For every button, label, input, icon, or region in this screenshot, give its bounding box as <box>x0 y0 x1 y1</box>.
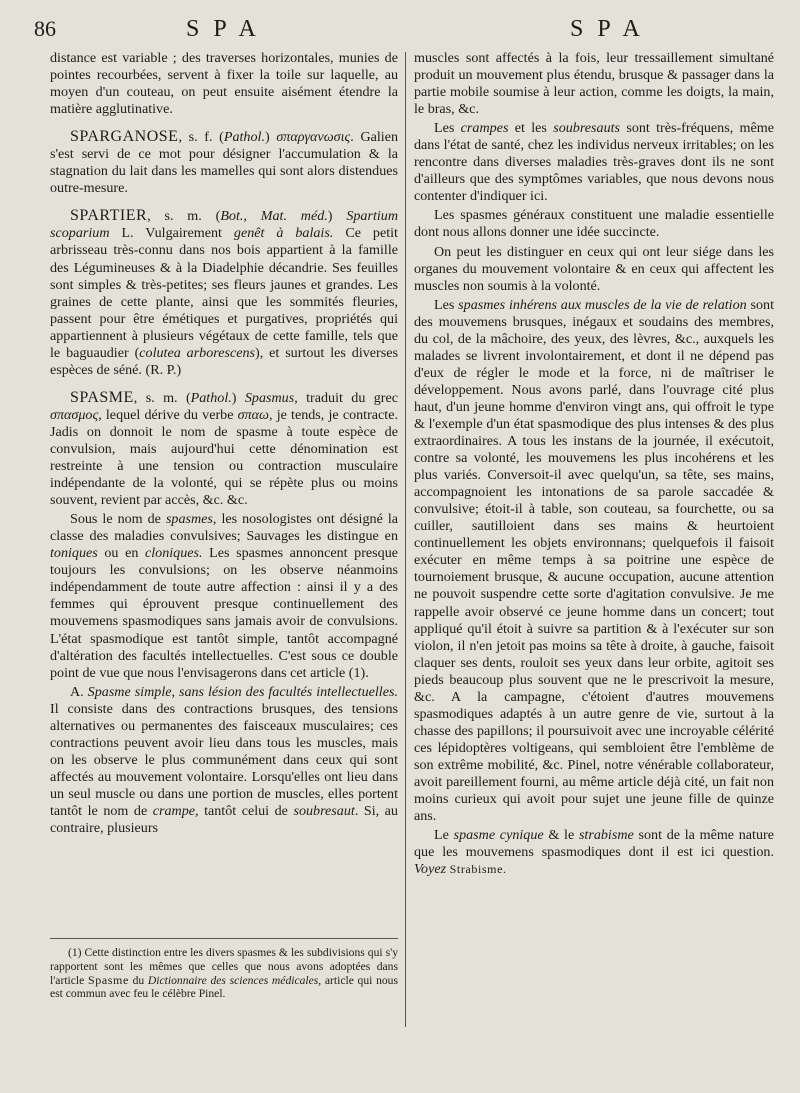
paragraph-crampes: Les crampes et les soubresauts sont très-fréquens, même dans l'état de santé, chez les individus nerveux irritables; on les rencontre dans diverses maladies très-graves dont ils ne sont d'ailleurs que des symptômes variables, que nous devons nous contenter d'indiquer ici. <box>414 120 774 205</box>
headword-sparganose: SPARGANOSE <box>70 128 179 146</box>
greek-term: σπαργανωσις <box>276 129 351 146</box>
latin-term: Spartium scoparium <box>50 208 398 242</box>
footnote-rule <box>50 938 398 939</box>
headword-spartier: SPARTIER <box>70 207 148 225</box>
right-column <box>414 50 774 878</box>
cross-reference: Strabisme. <box>449 862 507 877</box>
left-column <box>50 50 398 837</box>
entry-sparganose: SPARGANOSE, s. f. (Pathol.) σπαργανωσις. Galien s'est servi de ce mot pour désigner l'accumulation & la stagnation du lait dans les mamelles qui sont alors distendues outre-mesure. <box>50 128 399 197</box>
domain-label: Pathol. <box>190 389 232 406</box>
footnote: (1) Cette distinction entre les divers spasmes & les subdivisions qui s'y rapportent sont les mêmes que celles que nous avons adoptées dans l'article Spasme du Dictionnaire des sciences médicales, article qui nous est commun avec feu le célèbre Pinel. <box>50 946 398 1001</box>
paragraph-vie-de-relation: Les spasmes inhérens aux muscles de la vie de relation sont des mouvemens brusques, inégaux et soudains des membres, du col, de la mâchoire, des yeux, des lèvres, &c., auxquels les malades se livrent involontairement, et dont il ne dépend pas d'eux de régler le mode et la force, ni de maîtriser le développement. Nous avons parlé, dans l'ouvrage cité plus haut, d'un jeune homme d'environ vingt ans, qui offroit le type & l'exemple d'un état spasmodique des plus intenses & des plus extraordinaires. A tous les instans de la journée, il exécutoit, contre sa volonté, les mouvemens les plus incohérens et les plus variés. Conversoit-il avec quelqu'un, sa tête, ses mains, accompagnoient les intonations de sa parole saccadée & convulsive; étoit-il à table, son couteau, sa fourchette, ou sa cuiller, sautilloient dans ses mains & heurtoient continuellement les objets environnans; quelquefois il faisoit exécuter en même temps à sa poitrine une espèce de tournoiement brusque, & aucune occupation, aucune attention ne pouvoit suspendre cette sorte d'agitation convulsive. Je me rappelle avoir observé ce jeune homme dans un concert; tout appliqué qu'il étoit à suivre sa partition & à l'exécuter sur son violon, il n'en jetoit pas moins sa tête à droite, à gauche, faisoit claquer ses dents, rouloit ses yeux dans leur orbite, agitoit ses pieds beaucoup plus souvent que ne le prescrivoit la mesure, &c. A la campagne, c'étoient d'autres mouvemens spasmodiques adaptés à un autre genre de vie, surtout à la chasse des papillons; il poursuivoit avec une incroyable célérité ces lépidoptères voltigeans, qui sembloient être l'emblème de son extrême mobilité, &c. Pinel, notre vénérable collaborateur, avoit pareillement fourni, au même article déjà cité, un fait non moins curieux qui avoit pour sujet une jeune fille de quinze ans. <box>414 296 774 825</box>
author-signature: (R. P.) <box>145 361 182 378</box>
column-divider <box>405 52 406 1027</box>
domain-label: Pathol. <box>223 129 265 146</box>
latin-term: Spasmus <box>244 389 295 406</box>
latin-term: colutea arborescens <box>139 344 256 361</box>
greek-term: σπαω <box>237 406 269 423</box>
section-title: Spasme simple, sans lésion des facultés intellectuelles. <box>87 683 398 700</box>
running-head-right: SPA <box>570 16 654 42</box>
paragraph-spasme-simple: A. Spasme simple, sans lésion des facultés intellectuelles. Il consiste dans des contractions brusques, des tensions alternatives ou permanentes des faisceaux musculaires; ces contractions peuvent avoir lieu dans tous les muscles, mais on les observe le plus communément dans ceux qui sont affectés au mouvement volontaire. Lorsqu'elles ont lieu dans un seul muscle ou dans une portion de muscles, elles portent tantôt le nom de crampe, tantôt celui de soubresaut. Si, au contraire, plusieurs <box>50 683 398 837</box>
paragraph-distinction: On peut les distinguer en ceux qui ont leur siége dans les organes du mouvement volontaire & en ceux qui affectent les muscles non soumis à la volonté. <box>414 243 774 294</box>
page-number: 86 <box>34 16 56 41</box>
entry-spasme: SPASME, s. m. (Pathol.) Spasmus, traduit du grec σπασμος, lequel dérive du verbe σπαω, je tends, je contracte. Jadis on donnoit le nom de spasme à toute espèce de convulsion, mais aujourd'hui cette dénomination est restreinte à une tension ou contraction musculaire indépendante de la volonté, qui se répète plus ou moins souvent, revient par accès, &c. &c. <box>50 388 399 509</box>
running-head <box>34 16 770 46</box>
paragraph-spasmes: Sous le nom de spasmes, les nosologistes ont désigné la classe des maladies convulsives; Sauvages les distingue en toniques ou en cloniques. Les spasmes annoncent presque toujours les convulsions; on les observe néanmoins indépendamment de toute autre affection : ainsi il y a des femmes qui éprouvent presque continuellement des mouvemens spasmodiques sans jamais avoir de convulsions. L'état spasmodique est tantôt simple, tantôt accompagné d'altération des facultés intellectuelles. C'est sous ce double point de vue que nous l'envisagerons dans cet article (1). <box>50 511 399 681</box>
entry-spartier: SPARTIER, s. m. (Bot., Mat. méd.) Spartium scoparium L. Vulgairement genêt à balais. Ce petit arbrisseau très-connu dans nos bois appartient à la famille des Légumineuses & à la Diadelphie décandrie. Ses feuilles sont simples & très-petites; ses fleurs jaunes et grandes. Les graines de cette plante, ainsi que les sommités fleuries, passent pour être émétiques et purgatives, propriétés qui appartiennent à plusieurs végétaux de cette famille, tels que le baguaudier (colutea arborescens), et surtout les diverses espèces de séné. (R. P.) <box>50 207 398 378</box>
running-head-left: SPA <box>186 16 270 42</box>
paragraph-spasme-cynique: Le spasme cynique & le strabisme sont de la même nature que les mouvemens spasmodiques dont il est ici question. Voyez Strabisme. <box>414 827 774 878</box>
common-name: genêt à balais. <box>233 225 334 242</box>
continued-paragraph: distance est variable ; des traverses horizontales, munies de pointes recourbées, servent à fixer la toile sur laquelle, au moyen d'un couteau, on peut ensuite aisément étendre la matière agglutinative. <box>50 50 398 118</box>
continued-paragraph: muscles sont affectés à la fois, leur tressaillement simultané produit un mouvement plus étendu, brusque & passager dans la partie mobile soumise à leur action, comme les doigts, la main, le bras, &c. <box>414 50 774 118</box>
paragraph-spasmes-generaux: Les spasmes généraux constituent une maladie essentielle dont nous allons donner une idée succincte. <box>414 207 774 241</box>
headword-spasme: SPASME <box>70 388 134 406</box>
greek-term: σπασμος <box>50 406 99 423</box>
domain-label: Bot., Mat. méd. <box>220 208 328 225</box>
